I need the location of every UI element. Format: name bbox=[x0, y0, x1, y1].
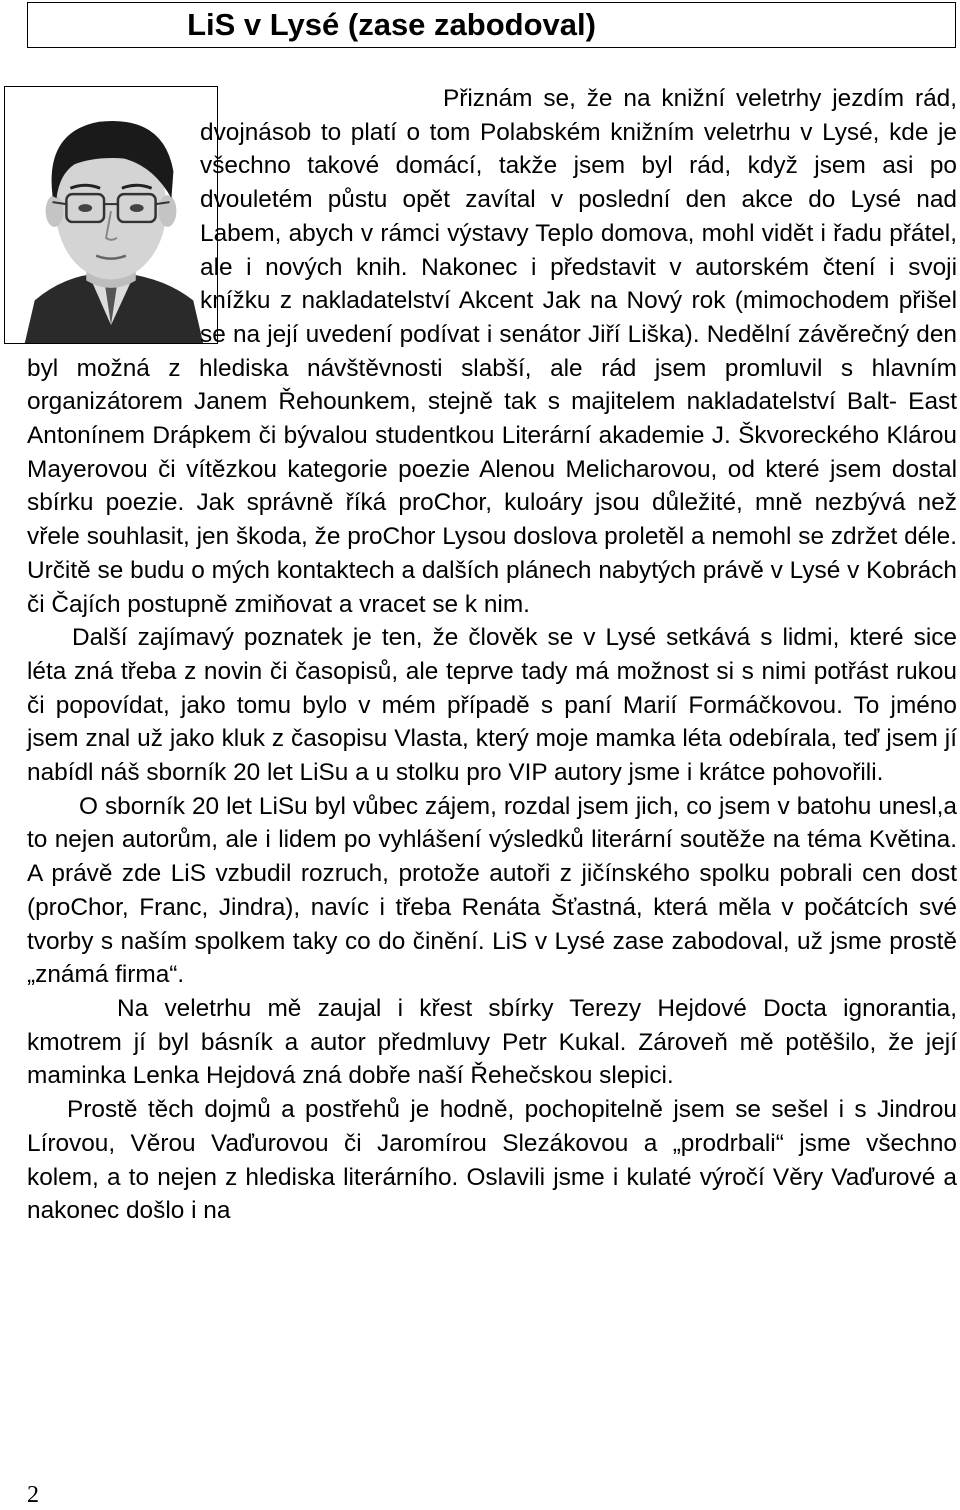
photo-wrap-spacer bbox=[0, 82, 200, 350]
paragraph-4: Na veletrhu mě zaujal i křest sbírky Terezy Hejdové Docta ignorantia, kmotrem jí byl básník a autor předmluvy Petr Kukal. Zároveň mě potěšilo, že její maminka Lenka Hejdová zná dobře naší Řehečskou slepici. bbox=[27, 994, 957, 1090]
title-box bbox=[27, 2, 956, 48]
paragraph-2: Další zajímavý poznatek je ten, že člověk se v Lysé setkává s lidmi, které sice léta zná třeba z novin či časopisů, ale teprve tady má možnost si s nimi potřást rukou či popovídat, jako tomu bylo v mém případě s paní Marií Formáčkovou. To jméno jsem znal už jako kluk z časopisu Vlasta, který moje mamka léta odebírala, teď jsem jí nabídl náš sborník 20 let LiSu a u stolku pro VIP autory jsme i krátce pohovořili. bbox=[27, 624, 957, 787]
article-title: LiS v Lysé (zase zabodoval) bbox=[187, 7, 596, 42]
paragraph-5: Prostě těch dojmů a postřehů je hodně, pochopitelně jsem se sešel i s Jindrou Lírovou, Věrou Vaďurovou či Jaromírou Slezákovou a „prodrbali“ jsme všechno kolem, a to nejen z hlediska literárního. Oslavili jsme i kulaté výročí Věry Vaďurové a nakonec došlo i na bbox=[27, 1096, 957, 1225]
paragraph-1: Přiznám se, že na knižní veletrhy jezdím rád, dvojnásob to platí o tom Polabském knižním veletrhu v Lysé, kde je všechno takové domácí, takže jsem byl rád, když jsem asi po dvouletém půstu opět zavítal v poslední den akce do Lysé nad Labem, abych v rámci výstavy Teplo domova, mohl vidět i řadu přátel, ale i nových knih. Nakonec i představit v autorském čtení i svoji knížku z nakladatelství Akcent Jak na Nový rok (mimochodem přišel se na její uvedení podívat i senátor Jiří Liška). Nedělní závěrečný den byl možná z hlediska návštěvnosti slabší, ale rád jsem promluvil s hlavním organizátorem Janem Řehounkem, stejně tak s majitelem nakladatelství Balt- East Antonínem Drápkem či bývalou studentkou Literární akademie J. Škvoreckého Klárou Mayerovou či vítězkou kategorie poezie Alenou Melicharovou, od které jsem dostal sbírku poezie. Jak správně říká proChor, kuloáry jsou důležité, mně nezbývá než vřele souhlasit, jen škoda, že proChor Lysou doslova proletěl a nemohl se zdržet déle. Určitě se budu o mých kontaktech a dalších plánech nabytých právě v Lysé v Kobrách či Čajích postupně zmiňovat a vracet se k nim. bbox=[27, 85, 957, 618]
article-body bbox=[27, 82, 957, 1228]
page-number: 2 bbox=[27, 1482, 39, 1508]
paragraph-3: O sborník 20 let LiSu byl vůbec zájem, rozdal jsem jich, co jsem v batohu unesl,a to nejen autorům, ale i lidem po vyhlášení výsledků literární soutěže na téma Květina. A právě zde LiS vzbudil rozruch, protože autoři z jičínského spolku pobrali cen dost (proChor, Franc, Jindra), navíc i třeba Renáta Šťastná, která měla v počátcích své tvorby s naším spolkem taky co do činění. LiS v Lysé zase zabodoval, už jsme prostě „známá firma“. bbox=[27, 792, 957, 989]
